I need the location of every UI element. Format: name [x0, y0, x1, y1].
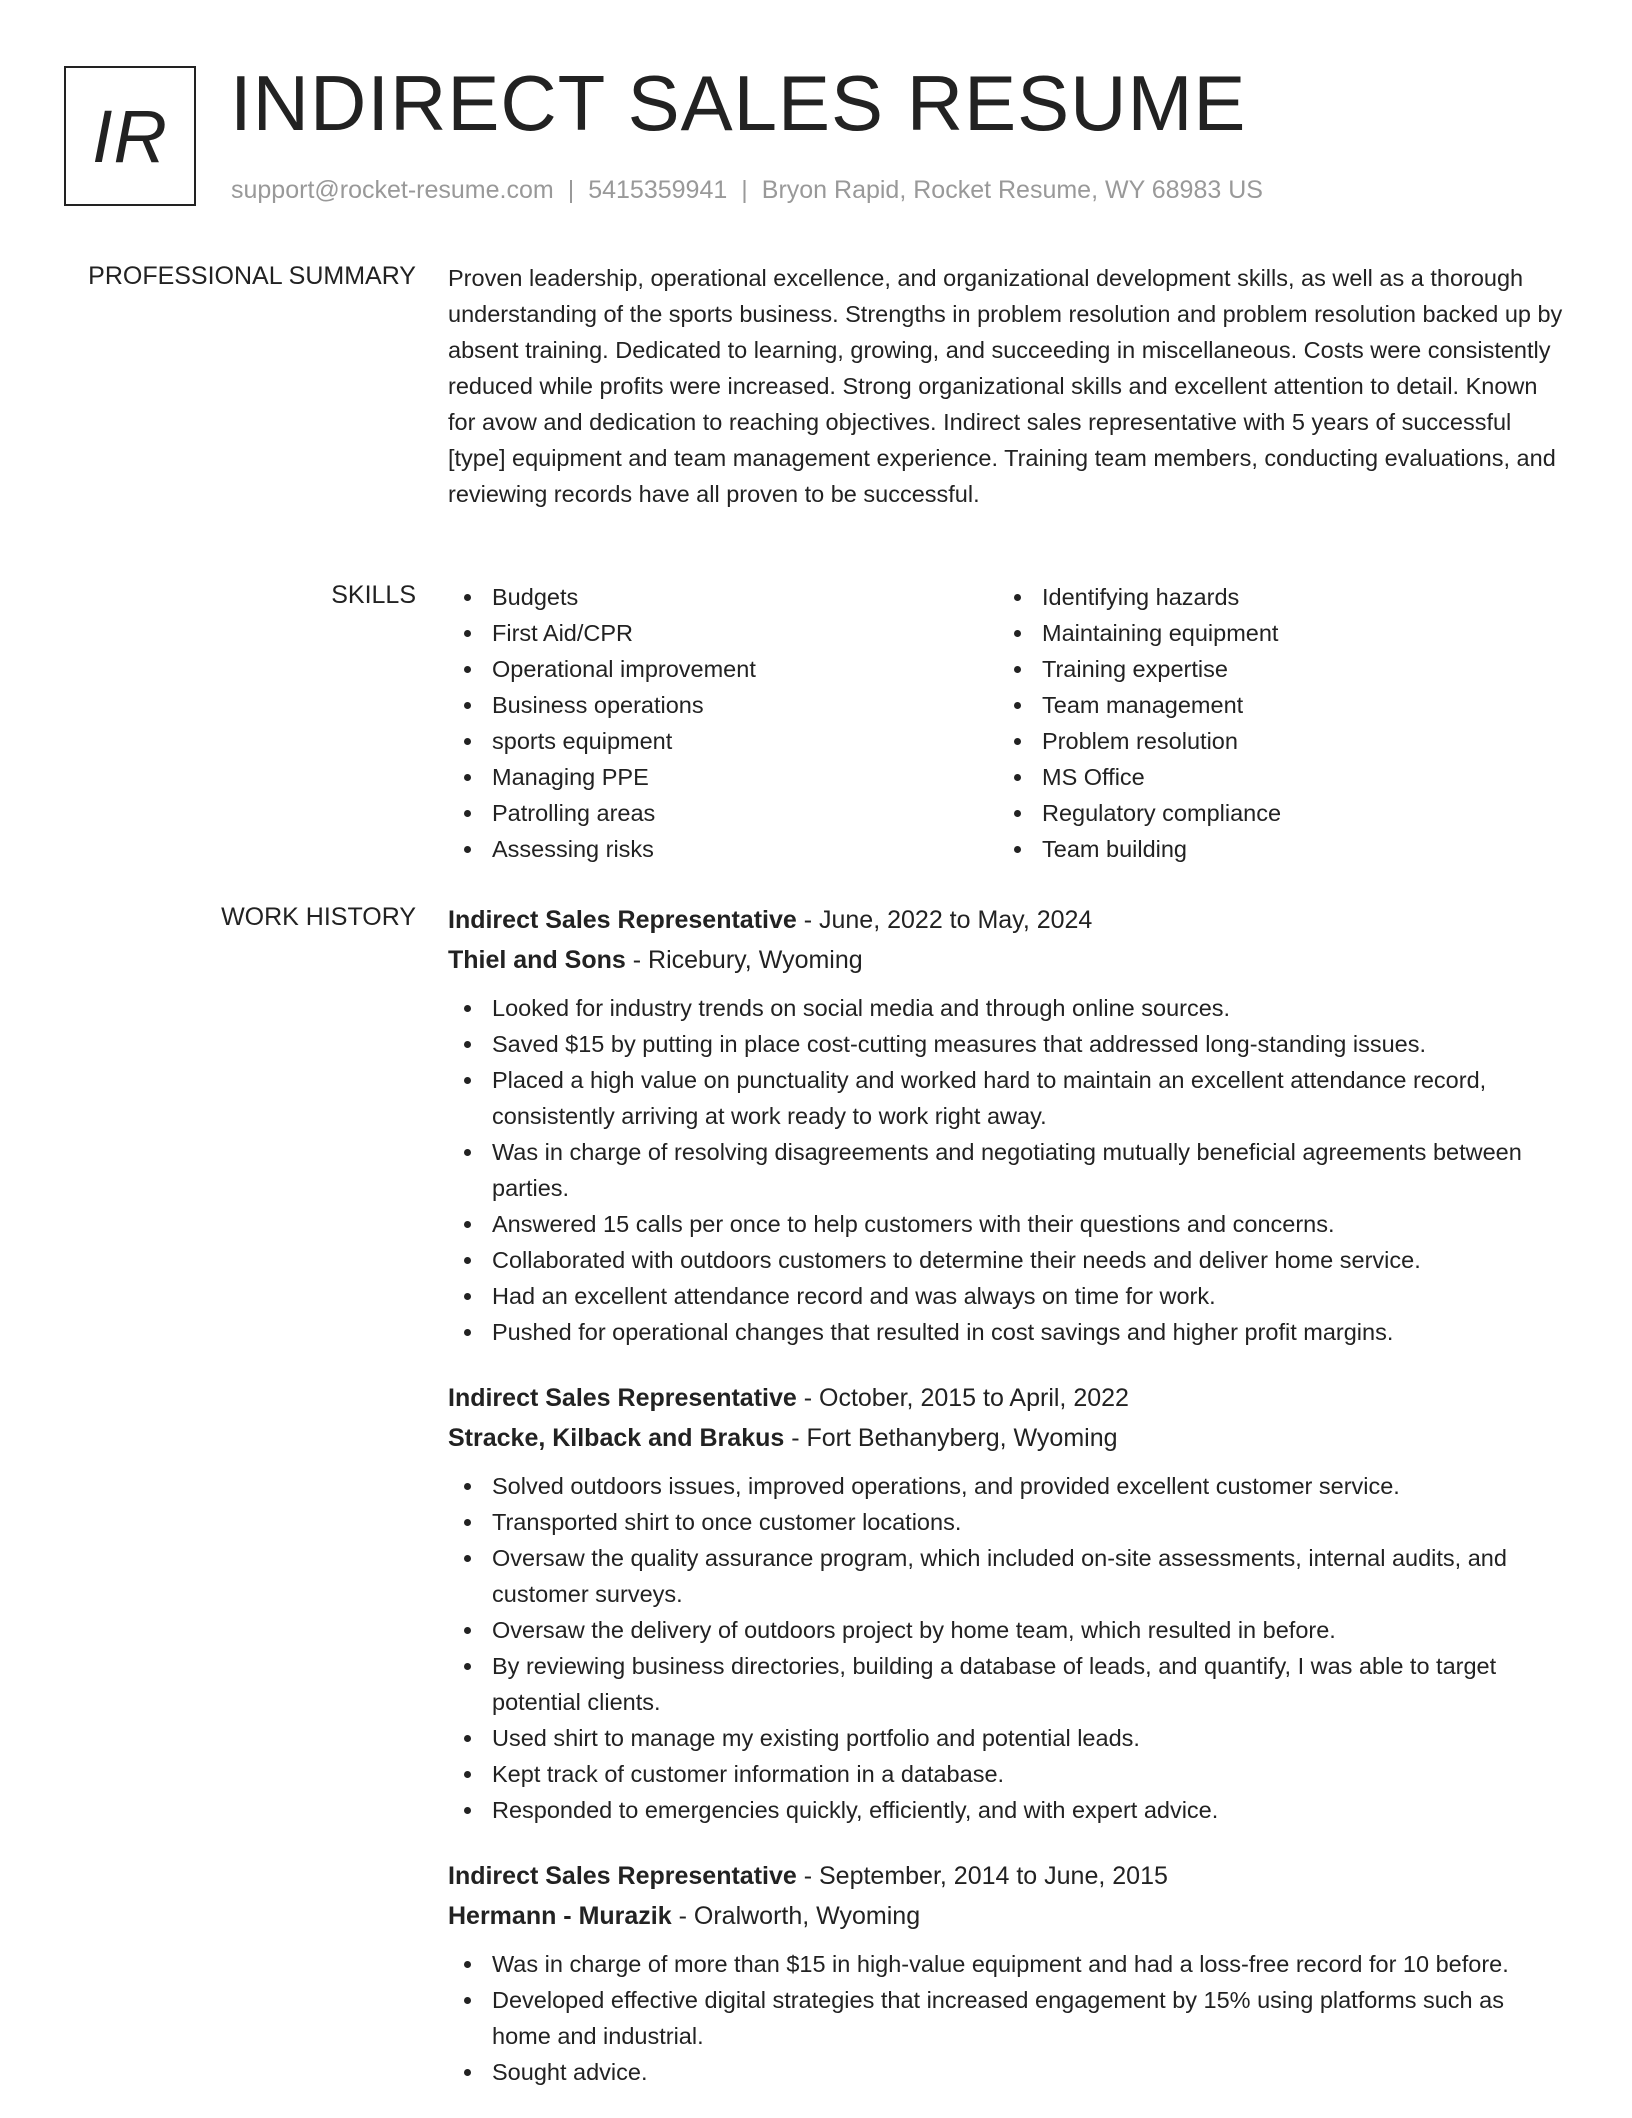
skill-item: Team management	[998, 687, 1548, 723]
skill-item: Business operations	[448, 687, 998, 723]
job-company: Thiel and Sons	[448, 946, 626, 974]
job-duty-item: Placed a high value on punctuality and worked hard to maintain an excellent attendance record, consistently arriving at work ready to work right away.	[448, 1062, 1568, 1134]
skill-item: Identifying hazards	[998, 579, 1548, 615]
skill-item: Training expertise	[998, 651, 1548, 687]
job-duty-item: Responded to emergencies quickly, efficiently, and with expert advice.	[448, 1792, 1568, 1828]
job-title-line	[448, 900, 1568, 940]
skills-body	[448, 579, 1568, 867]
skill-item: Maintaining equipment	[998, 615, 1548, 651]
contact-separator: |	[567, 176, 575, 204]
job-duty-item: Collaborated with outdoors customers to determine their needs and deliver home service.	[448, 1242, 1568, 1278]
job-duty-item: Developed effective digital strategies that increased engagement by 15% using platforms such as home and industrial.	[448, 1982, 1568, 2054]
skill-item: MS Office	[998, 759, 1548, 795]
job-entry	[448, 1856, 1568, 2090]
job-title: Indirect Sales Representative	[448, 906, 797, 934]
skill-item: Assessing risks	[448, 831, 998, 867]
skill-item: Team building	[998, 831, 1548, 867]
skill-item: sports equipment	[448, 723, 998, 759]
job-duty-item: Looked for industry trends on social media and through online sources.	[448, 990, 1568, 1026]
job-dates: - September, 2014 to June, 2015	[796, 1862, 1168, 1890]
job-duties-list	[448, 1468, 1568, 1828]
resume-title: INDIRECT SALES RESUME	[230, 59, 1247, 147]
job-duty-item: Saved $15 by putting in place cost-cutting measures that addressed long-standing issues.	[448, 1026, 1568, 1062]
summary-heading: PROFESSIONAL SUMMARY	[88, 262, 416, 290]
monogram-initials: IR	[92, 94, 168, 178]
contact-address: Bryon Rapid, Rocket Resume, WY 68983 US	[761, 176, 1263, 204]
job-location: - Oralworth, Wyoming	[671, 1902, 921, 1930]
job-duty-item: Oversaw the quality assurance program, which included on-site assessments, internal audits, and customer surveys.	[448, 1540, 1568, 1612]
monogram-logo	[64, 66, 196, 206]
job-title-line	[448, 1856, 1568, 1896]
job-duty-item: Oversaw the delivery of outdoors project by home team, which resulted in before.	[448, 1612, 1568, 1648]
job-duty-item: By reviewing business directories, building a database of leads, and quantify, I was able to target potential clients.	[448, 1648, 1568, 1720]
job-dates: - October, 2015 to April, 2022	[796, 1384, 1129, 1412]
job-company-line	[448, 1418, 1568, 1458]
job-dates: - June, 2022 to May, 2024	[796, 906, 1093, 934]
job-company: Stracke, Kilback and Brakus	[448, 1424, 785, 1452]
skill-item: Managing PPE	[448, 759, 998, 795]
contact-line	[231, 176, 1263, 205]
job-duty-item: Solved outdoors issues, improved operations, and provided excellent customer service.	[448, 1468, 1568, 1504]
job-entry	[448, 1378, 1568, 1828]
skills-list-right	[998, 579, 1548, 867]
skills-list-left	[448, 579, 998, 867]
job-company: Hermann - Murazik	[448, 1902, 672, 1930]
job-title: Indirect Sales Representative	[448, 1862, 797, 1890]
job-duties-list	[448, 1946, 1568, 2090]
job-entry	[448, 900, 1568, 1350]
job-duty-item: Answered 15 calls per once to help customers with their questions and concerns.	[448, 1206, 1568, 1242]
job-duty-item: Pushed for operational changes that resulted in cost savings and higher profit margins.	[448, 1314, 1568, 1350]
job-company-line	[448, 940, 1568, 980]
skill-item: Budgets	[448, 579, 998, 615]
job-duties-list	[448, 990, 1568, 1350]
contact-phone: 5415359941	[588, 176, 728, 204]
skills-heading: SKILLS	[331, 581, 416, 609]
skills-columns	[448, 579, 1568, 867]
contact-separator: |	[741, 176, 748, 204]
job-title-line	[448, 1378, 1568, 1418]
job-location: - Fort Bethanyberg, Wyoming	[784, 1424, 1118, 1452]
contact-email: support@rocket-resume.com	[231, 176, 554, 204]
job-location: - Ricebury, Wyoming	[625, 946, 863, 974]
job-duty-item: Had an excellent attendance record and was always on time for work.	[448, 1278, 1568, 1314]
skill-item: Patrolling areas	[448, 795, 998, 831]
job-duty-item: Sought advice.	[448, 2054, 1568, 2090]
job-title: Indirect Sales Representative	[448, 1384, 797, 1412]
job-duty-item: Kept track of customer information in a database.	[448, 1756, 1568, 1792]
summary-body	[448, 260, 1568, 512]
job-company-line	[448, 1896, 1568, 1936]
work-history-body	[448, 900, 1568, 2118]
job-duty-item: Transported shirt to once customer locations.	[448, 1504, 1568, 1540]
job-duty-item: Used shirt to manage my existing portfolio and potential leads.	[448, 1720, 1568, 1756]
skill-item: Regulatory compliance	[998, 795, 1548, 831]
work-history-heading: WORK HISTORY	[221, 903, 416, 931]
skill-item: Operational improvement	[448, 651, 998, 687]
job-duty-item: Was in charge of resolving disagreements and negotiating mutually beneficial agreements between parties.	[448, 1134, 1568, 1206]
job-duty-item: Was in charge of more than $15 in high-value equipment and had a loss-free record for 10 before.	[448, 1946, 1568, 1982]
skill-item: Problem resolution	[998, 723, 1548, 759]
skill-item: First Aid/CPR	[448, 615, 998, 651]
summary-text: Proven leadership, operational excellence, and organizational development skills, as well as a thorough understanding of the sports business. Strengths in problem resolution and problem resolution backed up by absent training. Dedicated to learning, growing, and succeeding in miscellaneous. Costs were consistently reduced while profits were increased. Strong organizational skills and excellent attention to detail. Known for avow and dedication to reaching objectives. Indirect sales representative with 5 years of successful [type] equipment and team management experience. Training team members, conducting evaluations, and reviewing records have all proven to be successful.	[448, 265, 1563, 507]
